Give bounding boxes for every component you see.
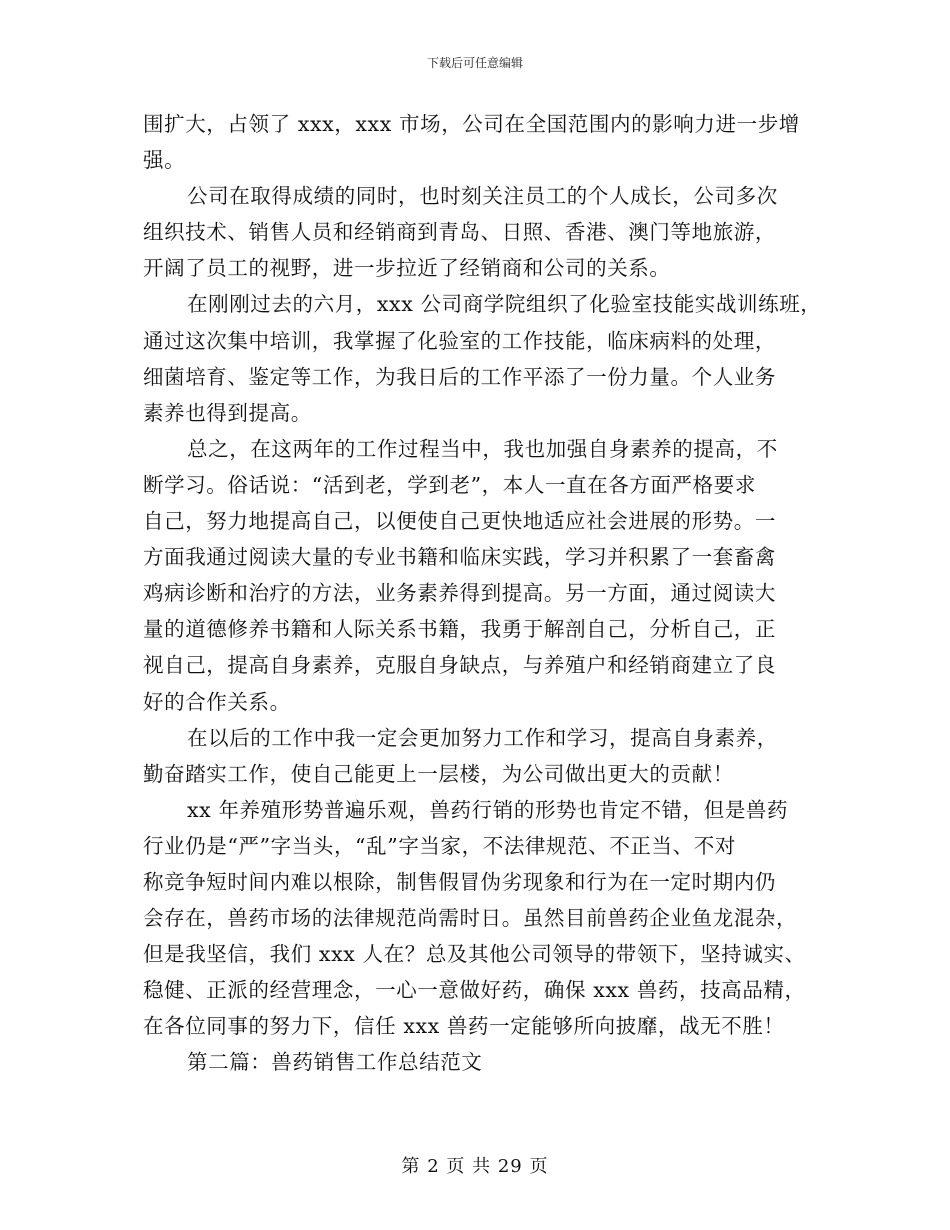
document-body <box>143 106 833 1081</box>
text-line: 细菌培育、鉴定等工作，为我日后的工作平添了一份力量。个人业务 <box>143 364 776 389</box>
text-line: 鸡病诊断和治疗的方法，业务素养得到提高。另一方面，通过阅读大 <box>143 581 776 606</box>
text-line: 但是我坚信，我们 xxx 人在？总及其他公司领导的带领下，坚持诚实、 <box>143 942 806 967</box>
text-line: 会存在，兽药市场的法律规范尚需时日。虽然目前兽药企业鱼龙混杂， <box>143 906 798 931</box>
text-line: 公司在取得成绩的同时，也时刻关注员工的个人成长，公司多次 <box>187 184 778 209</box>
text-line: 围扩大，占领了 xxx，xxx 市场，公司在全国范围内的影响力进一步增 <box>143 112 800 136</box>
text-line: 好的合作关系。 <box>143 689 291 714</box>
text-line: 断学习。俗话说：“活到老，学到老”，本人一直在各方面严格要求 <box>143 472 756 497</box>
text-line: 在各位同事的努力下，信任 xxx 兽药一定能够所向披靡，战无不胜！ <box>143 1014 785 1039</box>
text-line: 在刚刚过去的六月，xxx 公司商学院组织了化验室技能实战训练班， <box>187 292 822 317</box>
text-line: 开阔了员工的视野，进一步拉近了经销商和公司的关系。 <box>143 256 671 281</box>
text-line: 素养也得到提高。 <box>143 400 312 425</box>
text-line: 自己，努力地提高自己，以便使自己更快地适应社会进展的形势。一 <box>143 509 776 534</box>
text-line: 第二篇：兽药销售工作总结范文 <box>187 1050 483 1075</box>
text-line: 强。 <box>143 148 186 173</box>
page-footer: 第 2 页 共 29 页 <box>401 1156 549 1177</box>
text-line: 称竞争短时间内难以根除，制售假冒伪劣现象和行为在一定时期内仍 <box>143 869 776 894</box>
page-header: 下载后可任意编辑 <box>426 56 523 70</box>
text-line: 通过这次集中培训，我掌握了化验室的工作技能，临床病料的处理， <box>143 328 776 353</box>
text-line: 勤奋踏实工作，使自己能更上一层楼，为公司做出更大的贡献！ <box>143 761 734 786</box>
text-line: 组织技术、销售人员和经销商到青岛、日照、香港、澳门等地旅游， <box>143 220 776 245</box>
text-line: 视自己，提高自身素养，克服自身缺点，与养殖户和经销商建立了良 <box>143 653 776 678</box>
text-line: 总之，在这两年的工作过程当中，我也加强自身素养的提高，不 <box>187 436 778 461</box>
text-line: xx 年养殖形势普遍乐观，兽药行销的形势也肯定不错，但是兽药 <box>187 797 789 822</box>
text-line: 方面我通过阅读大量的专业书籍和临床实践，学习并积累了一套畜禽 <box>143 545 776 570</box>
text-line: 在以后的工作中我一定会更加努力工作和学习，提高自身素养， <box>187 725 778 750</box>
text-line: 稳健、正派的经营理念，一心一意做好药，确保 xxx 兽药，技高品精， <box>143 978 806 1003</box>
text-line: 行业仍是“严”字当头，“乱”字当家，不法律规范、不正当、不对 <box>143 833 736 858</box>
text-line: 量的道德修养书籍和人际关系书籍，我勇于解剖自己，分析自己，正 <box>143 617 776 642</box>
